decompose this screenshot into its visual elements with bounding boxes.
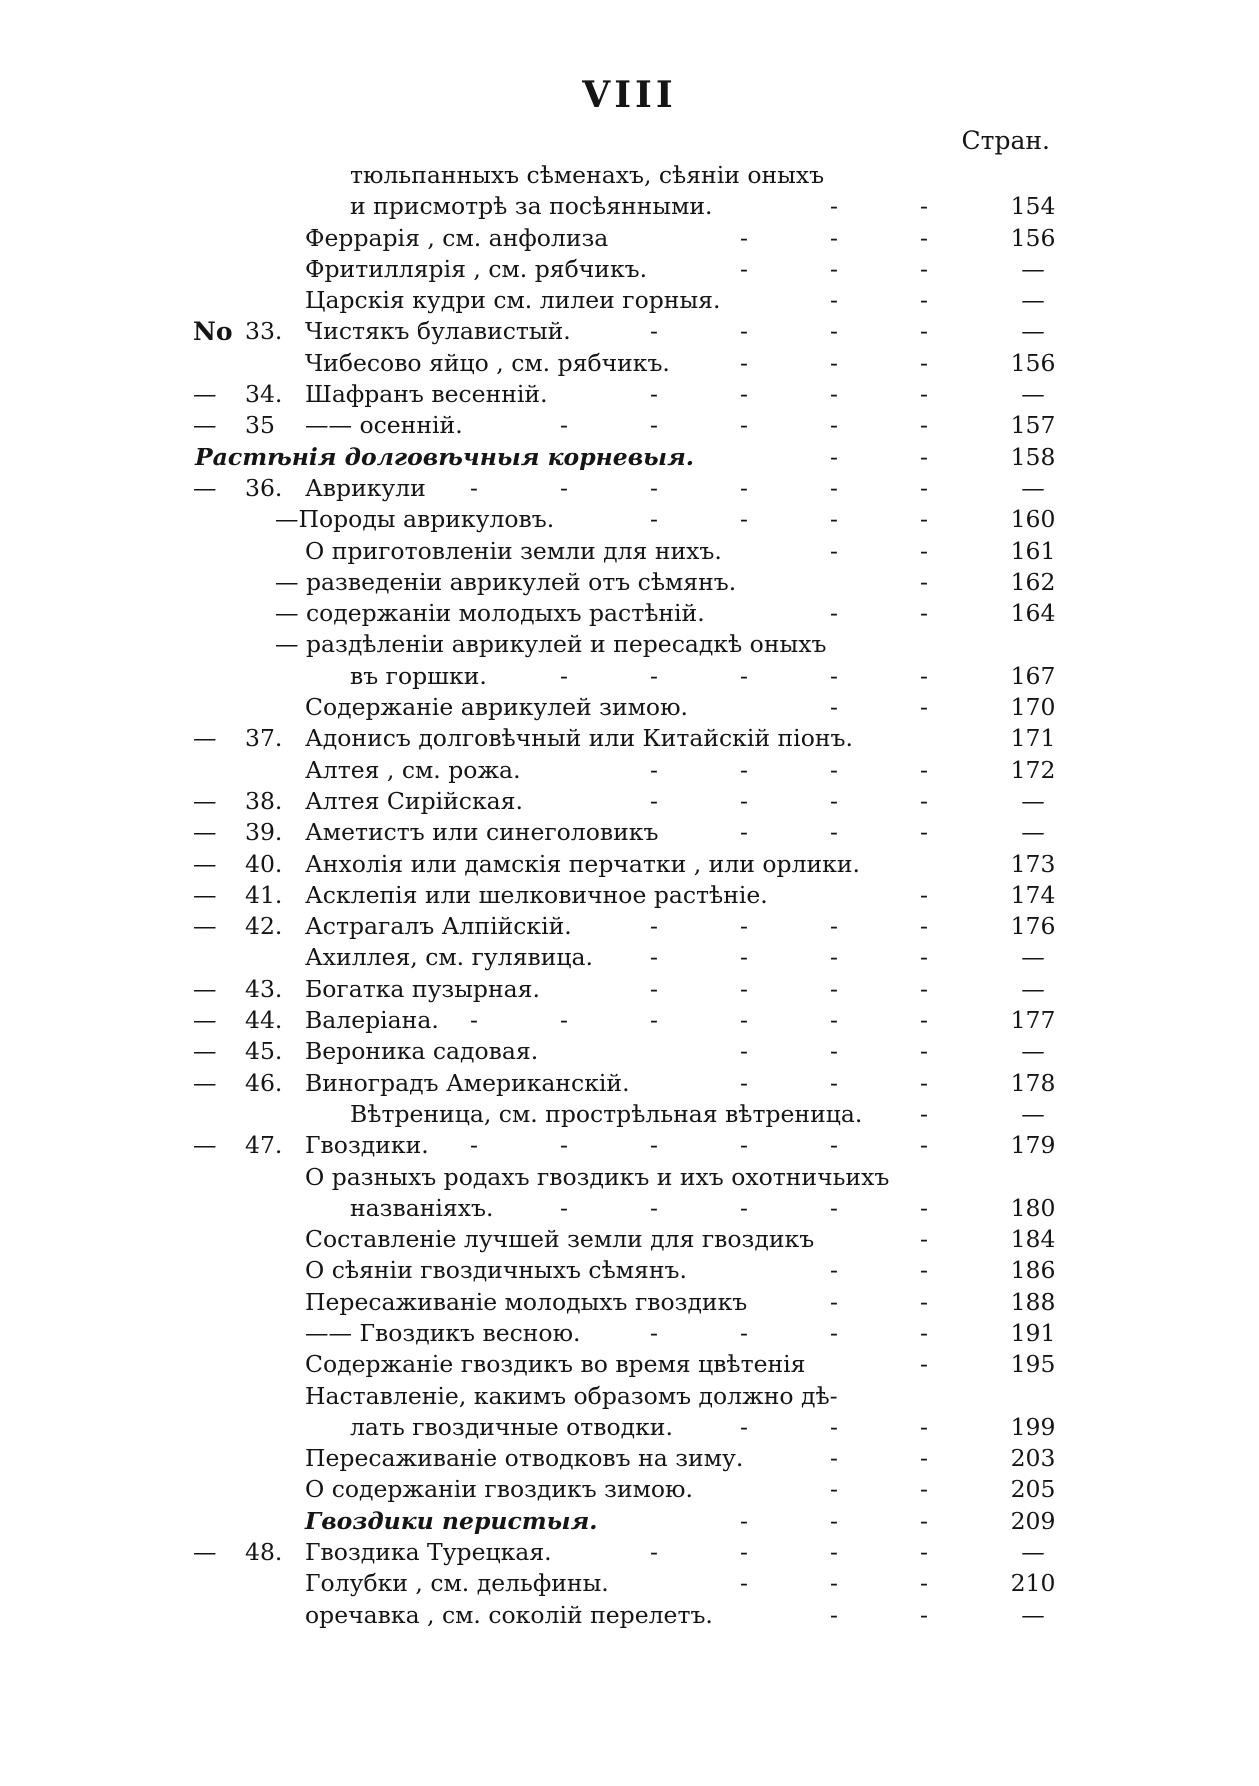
leader-dash: - <box>920 286 928 315</box>
toc-row <box>0 1537 1259 1568</box>
toc-row-title: Вероника садовая. <box>305 1037 539 1066</box>
leader-dash: - <box>830 317 838 346</box>
toc-row <box>0 786 1259 817</box>
toc-row-mark: — <box>193 1068 217 1097</box>
leader-dash: - <box>830 1600 838 1629</box>
leader-dash: - <box>740 1318 748 1347</box>
toc-row-mark: — <box>193 724 217 753</box>
toc-row-number: 47. <box>245 1131 283 1160</box>
toc-row-page: — <box>1021 1600 1045 1629</box>
toc-row <box>0 1600 1259 1631</box>
toc-row-title: Анхолія или дамскія перчатки , или орлики. <box>305 849 860 878</box>
leader-dash: - <box>920 661 928 690</box>
toc-row-number: 48. <box>245 1538 283 1567</box>
toc-row-mark: — <box>193 380 217 409</box>
toc-row-title: Голубки , см. дельфины. <box>305 1569 609 1598</box>
leader-dash: - <box>920 1006 928 1035</box>
leader-dash: - <box>830 974 838 1003</box>
leader-dash: - <box>740 254 748 283</box>
toc-row-page: — <box>1021 974 1045 1003</box>
leader-dash: - <box>830 1475 838 1504</box>
toc-row <box>0 348 1259 379</box>
toc-row-number: 46. <box>245 1068 283 1097</box>
leader-dash: - <box>920 411 928 440</box>
toc-row-page: 170 <box>1010 693 1056 722</box>
toc-row-page: 177 <box>1010 1006 1056 1035</box>
toc-row <box>0 1193 1259 1224</box>
toc-row-page: 203 <box>1010 1444 1056 1473</box>
leader-dash: - <box>830 1538 838 1567</box>
toc-row-page: 180 <box>1010 1193 1056 1222</box>
toc-row <box>0 974 1259 1005</box>
toc-row-page: 171 <box>1010 724 1056 753</box>
toc-row-page: — <box>1021 317 1045 346</box>
toc-row <box>0 410 1259 441</box>
toc-row-number: 34. <box>245 380 283 409</box>
leader-dash: - <box>740 755 748 784</box>
leader-dash: - <box>920 223 928 252</box>
leader-dash: - <box>920 1256 928 1285</box>
toc-row <box>0 379 1259 410</box>
toc-row-title: Чибесово яйцо , см. рябчикъ. <box>305 348 670 377</box>
toc-row-title: Растѣнія долговѣчныя корневыя. <box>195 442 694 471</box>
toc-row <box>0 536 1259 567</box>
toc-row-title: лать гвоздичные отводки. <box>350 1412 673 1441</box>
leader-dash: - <box>830 1287 838 1316</box>
toc-row-number: 37. <box>245 724 283 753</box>
toc-row-title: Чистякъ булавистый. <box>305 317 571 346</box>
leader-dash: - <box>920 1506 928 1535</box>
leader-dash: - <box>920 380 928 409</box>
leader-dash: - <box>740 1569 748 1598</box>
leader-dash: - <box>920 693 928 722</box>
leader-dash: - <box>740 1506 748 1535</box>
toc-row-page: 160 <box>1010 505 1056 534</box>
toc-row-title: — раздѣленіи аврикулей и пересадкѣ оныхъ <box>275 630 827 659</box>
leader-dash: - <box>830 661 838 690</box>
leader-dash: - <box>740 1068 748 1097</box>
toc-row-page: 176 <box>1010 912 1056 941</box>
toc-row-page: 154 <box>1010 192 1056 221</box>
toc-row-mark: — <box>193 473 217 502</box>
toc-row <box>0 849 1259 880</box>
leader-dash: - <box>740 348 748 377</box>
toc-row-page: — <box>1021 1037 1045 1066</box>
toc-row-title: Алтея , см. рожа. <box>305 755 521 784</box>
leader-dash: - <box>920 1444 928 1473</box>
leader-dash: - <box>920 192 928 221</box>
toc-row <box>0 1412 1259 1443</box>
toc-row-title: Шафранъ весенній. <box>305 380 548 409</box>
leader-dash: - <box>560 1193 568 1222</box>
leader-dash: - <box>650 317 658 346</box>
toc-row-page: 164 <box>1010 599 1056 628</box>
toc-row-title: Виноградъ Американскій. <box>305 1068 630 1097</box>
toc-row-title: Содержаніе гвоздикъ во время цвѣтенія <box>305 1350 806 1379</box>
toc-row <box>0 191 1259 222</box>
leader-dash: - <box>650 755 658 784</box>
leader-dash: - <box>830 380 838 409</box>
toc-row-title: Адонисъ долговѣчный или Китайскій піонъ. <box>305 724 853 753</box>
toc-row <box>0 1099 1259 1130</box>
leader-dash: - <box>740 974 748 1003</box>
toc-row-page: 186 <box>1010 1256 1056 1285</box>
toc-row <box>0 254 1259 285</box>
toc-row <box>0 661 1259 692</box>
toc-row-title: О приготовленіи земли для нихъ. <box>305 536 722 565</box>
leader-dash: - <box>740 1037 748 1066</box>
leader-dash: - <box>920 1412 928 1441</box>
toc-row-title: Содержаніе аврикулей зимою. <box>305 693 688 722</box>
leader-dash: - <box>650 1193 658 1222</box>
toc-row <box>0 504 1259 535</box>
leader-dash: - <box>650 1131 658 1160</box>
leader-dash: - <box>830 1193 838 1222</box>
toc-row-page: 162 <box>1010 567 1056 596</box>
leader-dash: - <box>740 786 748 815</box>
leader-dash: - <box>920 880 928 909</box>
leader-dash: - <box>920 505 928 534</box>
leader-dash: - <box>830 1006 838 1035</box>
leader-dash: - <box>920 1350 928 1379</box>
page-number: VIII <box>582 74 677 116</box>
leader-dash: - <box>740 1006 748 1035</box>
toc-row-page: — <box>1021 380 1045 409</box>
toc-row-page: 158 <box>1010 442 1056 471</box>
toc-row <box>0 1162 1259 1193</box>
toc-row-page: — <box>1021 818 1045 847</box>
leader-dash: - <box>830 1506 838 1535</box>
leader-dash: - <box>830 1037 838 1066</box>
leader-dash: - <box>830 786 838 815</box>
table-of-contents <box>0 160 1259 1631</box>
leader-dash: - <box>920 818 928 847</box>
toc-row <box>0 1224 1259 1255</box>
toc-row <box>0 755 1259 786</box>
toc-row-title: Пересаживаніе отводковъ на зиму. <box>305 1444 744 1473</box>
leader-dash: - <box>830 442 838 471</box>
toc-row-title: О сѣяніи гвоздичныхъ сѣмянъ. <box>305 1256 687 1285</box>
toc-row-number: 38. <box>245 786 283 815</box>
toc-row-title: Алтея Сирійская. <box>305 786 523 815</box>
leader-dash: - <box>920 755 928 784</box>
toc-row-page: 161 <box>1010 536 1056 565</box>
toc-row-page: 178 <box>1010 1068 1056 1097</box>
leader-dash: - <box>920 1287 928 1316</box>
leader-dash: - <box>740 818 748 847</box>
leader-dash: - <box>740 505 748 534</box>
leader-dash: - <box>920 786 928 815</box>
toc-row <box>0 1036 1259 1067</box>
toc-row <box>0 567 1259 598</box>
leader-dash: - <box>740 912 748 941</box>
leader-dash: - <box>650 1318 658 1347</box>
toc-row-page: 174 <box>1010 880 1056 909</box>
leader-dash: - <box>830 411 838 440</box>
leader-dash: - <box>830 473 838 502</box>
toc-row-number: 44. <box>245 1006 283 1035</box>
toc-row-title: въ горшки. <box>350 661 487 690</box>
leader-dash: - <box>830 1444 838 1473</box>
toc-row-title: Богатка пузырная. <box>305 974 540 1003</box>
toc-row-title: Феррарія , см. анфолиза <box>305 223 609 252</box>
toc-row-number: 43. <box>245 974 283 1003</box>
leader-dash: - <box>830 505 838 534</box>
leader-dash: - <box>830 223 838 252</box>
toc-row-title: Гвоздики перистыя. <box>305 1506 598 1535</box>
toc-row-page: 209 <box>1010 1506 1056 1535</box>
leader-dash: - <box>920 1475 928 1504</box>
toc-row-page: 191 <box>1010 1318 1056 1347</box>
toc-row-mark: — <box>193 880 217 909</box>
toc-row-page: 205 <box>1010 1475 1056 1504</box>
leader-dash: - <box>830 599 838 628</box>
leader-dash: - <box>920 348 928 377</box>
toc-row-page: — <box>1021 473 1045 502</box>
leader-dash: - <box>920 1569 928 1598</box>
leader-dash: - <box>920 536 928 565</box>
toc-row-page: — <box>1021 1099 1045 1128</box>
leader-dash: - <box>830 1318 838 1347</box>
leader-dash: - <box>650 661 658 690</box>
leader-dash: - <box>830 755 838 784</box>
toc-row-mark: — <box>193 849 217 878</box>
leader-dash: - <box>470 1006 478 1035</box>
leader-dash: - <box>920 317 928 346</box>
leader-dash: - <box>740 943 748 972</box>
toc-row <box>0 692 1259 723</box>
toc-row-title: Астрагалъ Алпійскій. <box>305 912 572 941</box>
toc-row-title: Гвоздики. <box>305 1131 429 1160</box>
toc-row <box>0 598 1259 629</box>
toc-row-title: Вѣтреница, см. прострѣльная вѣтреница. <box>350 1099 863 1128</box>
leader-dash: - <box>740 317 748 346</box>
toc-row-mark: — <box>193 1131 217 1160</box>
toc-row-mark: — <box>193 1006 217 1035</box>
leader-dash: - <box>740 473 748 502</box>
leader-dash: - <box>740 1131 748 1160</box>
toc-row-page: — <box>1021 286 1045 315</box>
toc-row <box>0 1255 1259 1286</box>
leader-dash: - <box>920 1225 928 1254</box>
leader-dash: - <box>740 380 748 409</box>
leader-dash: - <box>650 912 658 941</box>
leader-dash: - <box>650 1006 658 1035</box>
leader-dash: - <box>470 473 478 502</box>
toc-row-page: — <box>1021 1538 1045 1567</box>
leader-dash: - <box>920 1538 928 1567</box>
toc-row-number: 45. <box>245 1037 283 1066</box>
toc-row-page: 199 <box>1010 1412 1056 1441</box>
leader-dash: - <box>650 473 658 502</box>
toc-row <box>0 1287 1259 1318</box>
toc-row <box>0 1381 1259 1412</box>
toc-row-page: — <box>1021 943 1045 972</box>
leader-dash: - <box>560 411 568 440</box>
leader-dash: - <box>650 786 658 815</box>
toc-row-title: Пересаживаніе молодыхъ гвоздикъ <box>305 1287 748 1316</box>
leader-dash: - <box>470 1131 478 1160</box>
toc-row <box>0 1005 1259 1036</box>
leader-dash: - <box>560 1006 568 1035</box>
toc-row-title: —Породы аврикуловъ. <box>275 505 555 534</box>
leader-dash: - <box>920 1099 928 1128</box>
toc-row-page: 173 <box>1010 849 1056 878</box>
leader-dash: - <box>560 473 568 502</box>
toc-row-title: —— осенній. <box>305 411 463 440</box>
leader-dash: - <box>650 505 658 534</box>
toc-row-title: О содержаніи гвоздикъ зимою. <box>305 1475 693 1504</box>
toc-row-title: Наставленіе, какимъ образомъ должно дѣ- <box>305 1381 838 1410</box>
toc-row <box>0 1568 1259 1599</box>
leader-dash: - <box>830 1569 838 1598</box>
leader-dash: - <box>650 411 658 440</box>
leader-dash: - <box>740 223 748 252</box>
toc-row <box>0 285 1259 316</box>
toc-row-page: 157 <box>1010 411 1056 440</box>
leader-dash: - <box>920 943 928 972</box>
toc-row <box>0 911 1259 942</box>
toc-row <box>0 1474 1259 1505</box>
toc-row-title: Гвоздика Турецкая. <box>305 1538 552 1567</box>
toc-row-mark: — <box>193 912 217 941</box>
toc-row-title: Фритиллярія , см. рябчикъ. <box>305 254 648 283</box>
leader-dash: - <box>740 1193 748 1222</box>
leader-dash: - <box>920 1037 928 1066</box>
toc-row <box>0 442 1259 473</box>
leader-dash: - <box>830 1068 838 1097</box>
leader-dash: - <box>830 192 838 221</box>
toc-row-number: 41. <box>245 880 283 909</box>
leader-dash: - <box>920 1318 928 1347</box>
toc-row <box>0 160 1259 191</box>
leader-dash: - <box>920 1600 928 1629</box>
toc-row <box>0 817 1259 848</box>
toc-row-title: и присмотрѣ за посѣянными. <box>350 192 713 221</box>
toc-row-number: 36. <box>245 473 283 502</box>
leader-dash: - <box>830 536 838 565</box>
toc-row-mark: — <box>193 786 217 815</box>
toc-row-number: 33. <box>245 317 283 346</box>
leader-dash: - <box>650 943 658 972</box>
toc-row-page: 188 <box>1010 1287 1056 1316</box>
leader-dash: - <box>740 1538 748 1567</box>
toc-row-mark: — <box>193 411 217 440</box>
leader-dash: - <box>740 661 748 690</box>
toc-row-page: 167 <box>1010 661 1056 690</box>
toc-row-title: Аврикули <box>305 473 426 502</box>
toc-row-mark: — <box>193 1538 217 1567</box>
leader-dash: - <box>740 1412 748 1441</box>
toc-row-page: — <box>1021 254 1045 283</box>
toc-row-number: 39. <box>245 818 283 847</box>
leader-dash: - <box>650 380 658 409</box>
toc-row-page: 195 <box>1010 1350 1056 1379</box>
leader-dash: - <box>560 1131 568 1160</box>
leader-dash: - <box>920 442 928 471</box>
leader-dash: - <box>920 599 928 628</box>
leader-dash: - <box>830 1256 838 1285</box>
toc-row-number: 42. <box>245 912 283 941</box>
toc-row-title: —— Гвоздикъ весною. <box>305 1318 581 1347</box>
toc-row <box>0 942 1259 973</box>
toc-row <box>0 1318 1259 1349</box>
leader-dash: - <box>830 1412 838 1441</box>
toc-row-title: Асклепія или шелковичное растѣніе. <box>305 880 768 909</box>
toc-row-title: оречавка , см. соколій перелетъ. <box>305 1600 713 1629</box>
toc-row-title: названіяхъ. <box>350 1193 494 1222</box>
leader-dash: - <box>920 1068 928 1097</box>
toc-row-number: 40. <box>245 849 283 878</box>
leader-dash: - <box>830 912 838 941</box>
toc-row-title: Царскія кудри см. лилеи горныя. <box>305 286 721 315</box>
toc-row-page: 179 <box>1010 1131 1056 1160</box>
leader-dash: - <box>560 661 568 690</box>
toc-row-title: О разныхъ родахъ гвоздикъ и ихъ охотничьихъ <box>305 1162 890 1191</box>
leader-dash: - <box>740 411 748 440</box>
toc-row-title: Ахиллея, см. гулявица. <box>305 943 594 972</box>
toc-row <box>0 880 1259 911</box>
toc-row-title: Валеріана. <box>305 1006 439 1035</box>
leader-dash: - <box>650 1538 658 1567</box>
toc-row <box>0 1349 1259 1380</box>
toc-row-title: тюльпанныхъ сѣменахъ, сѣяніи оныхъ <box>350 161 825 189</box>
toc-row-title: — разведеніи аврикулей отъ сѣмянъ. <box>275 567 737 596</box>
toc-row <box>0 223 1259 254</box>
toc-row <box>0 473 1259 504</box>
page-column-heading: Стран. <box>961 126 1050 155</box>
toc-row-title: — содержаніи молодыхъ растѣній. <box>275 599 705 628</box>
toc-row <box>0 1443 1259 1474</box>
toc-row-mark: — <box>193 818 217 847</box>
toc-row <box>0 723 1259 754</box>
leader-dash: - <box>920 254 928 283</box>
leader-dash: - <box>830 943 838 972</box>
toc-row-page: 156 <box>1010 348 1056 377</box>
toc-row-number: 35 <box>245 411 275 440</box>
toc-row-title: Аметистъ или синеголовикъ <box>305 818 659 847</box>
toc-row <box>0 1506 1259 1537</box>
leader-dash: - <box>830 286 838 315</box>
leader-dash: - <box>920 912 928 941</box>
leader-dash: - <box>920 473 928 502</box>
leader-dash: - <box>830 1131 838 1160</box>
toc-row <box>0 1068 1259 1099</box>
toc-row-title: Составленіе лучшей земли для гвоздикъ <box>305 1225 815 1254</box>
leader-dash: - <box>920 567 928 596</box>
leader-dash: - <box>830 254 838 283</box>
leader-dash: - <box>830 693 838 722</box>
toc-row-page: 156 <box>1010 223 1056 252</box>
toc-row <box>0 1130 1259 1161</box>
leader-dash: - <box>920 1193 928 1222</box>
toc-row-mark: No <box>193 317 233 347</box>
toc-row-page: 210 <box>1010 1569 1056 1598</box>
toc-row-page: — <box>1021 786 1045 815</box>
leader-dash: - <box>920 1131 928 1160</box>
leader-dash: - <box>920 974 928 1003</box>
toc-row-page: 184 <box>1010 1225 1056 1254</box>
toc-row-mark: — <box>193 1037 217 1066</box>
toc-row <box>0 629 1259 660</box>
toc-row-page: 172 <box>1010 755 1056 784</box>
toc-row-mark: — <box>193 974 217 1003</box>
toc-row <box>0 316 1259 347</box>
leader-dash: - <box>830 818 838 847</box>
leader-dash: - <box>830 348 838 377</box>
leader-dash: - <box>650 974 658 1003</box>
